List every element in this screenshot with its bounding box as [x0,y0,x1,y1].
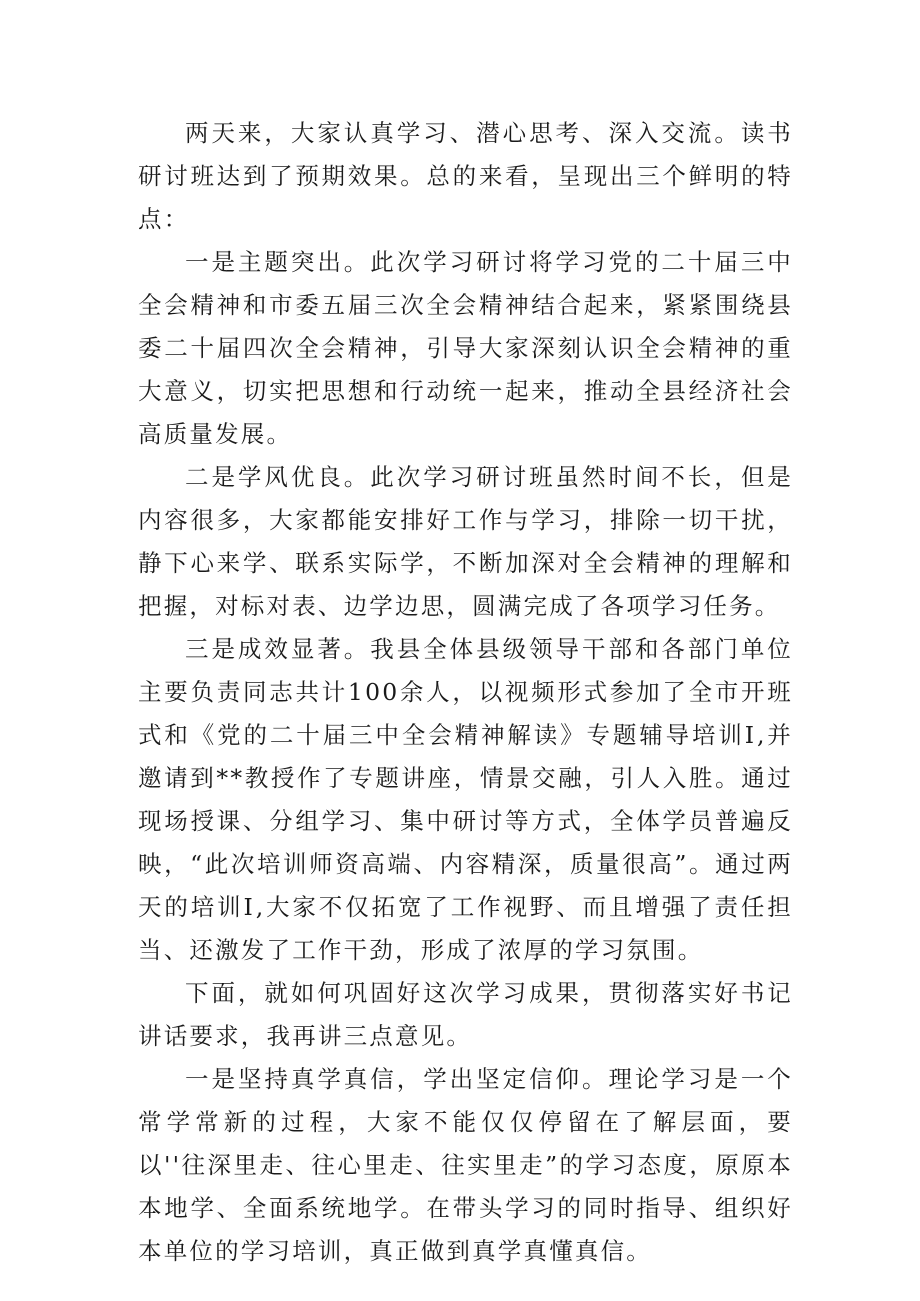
paragraph-intro: 两天来，大家认真学习、潜心思考、深入交流。读书研讨班达到了预期效果。总的来看，呈现出三个鲜明的特点： [138,119,793,233]
paragraph-transition: 下面，就如何巩固好这次学习成果，贯彻落实好书记讲话要求，我再讲三点意见。 [138,979,793,1050]
paragraph-point-three: 三是成效显著。我县全体县级领导干部和各部门单位主要负责同志共计100余人，以视频形式参加了全市开班式和《党的二十届三中全会精神解读》专题辅导培训Ⅰ,并邀请到**教授作了专题讲座，情景交融，引人入胜。通过现场授课、分组学习、集中研讨等方式，全体学员普遍反映，“此次培训师资高端、内容精深，质量很高”。通过两天的培训Ⅰ,大家不仅拓宽了工作视野、而且增强了责任担当、还激发了工作干劲，形成了浓厚的学习氛围。 [138,635,793,964]
paragraph-point-one: 一是主题突出。此次学习研讨将学习党的二十届三中全会精神和市委五届三次全会精神结合起来，紧紧围绕县委二十届四次全会精神，引导大家深刻认识全会精神的重大意义，切实把思想和行动统一起来，推动全县经济社会高质量发展。 [138,248,793,448]
paragraph-opinion-one: 一是坚持真学真信，学出坚定信仰。理论学习是一个常学常新的过程，大家不能仅仅停留在了解层面，要以''往深里走、往心里走、往实里走”的学习态度，原原本本地学、全面系统地学。在带头学习的同时指导、组织好本单位的学习培训，真正做到真学真懂真信。 [138,1065,793,1265]
document-body [138,112,793,1273]
paragraph-point-two: 二是学风优良。此次学习研讨班虽然时间不长，但是内容很多，大家都能安排好工作与学习，排除一切干扰，静下心来学、联系实际学，不断加深对全会精神的理解和把握，对标对表、边学边思，圆满完成了各项学习任务。 [138,463,793,620]
